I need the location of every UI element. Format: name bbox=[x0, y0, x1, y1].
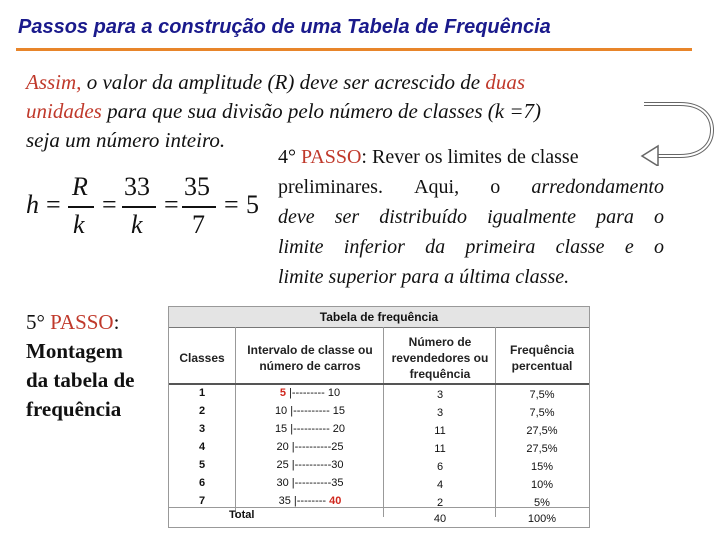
row-percent bbox=[497, 479, 587, 491]
interval-lower: 15 bbox=[274, 423, 288, 435]
interval-upper: 35 bbox=[331, 477, 344, 489]
intro-word-duas: duas bbox=[485, 70, 526, 94]
step4-word: ser bbox=[334, 206, 360, 228]
amplitude-formula bbox=[26, 172, 266, 242]
formula-35: 35 bbox=[184, 172, 210, 201]
formula-result: 5 bbox=[246, 190, 259, 219]
step4-word: limite bbox=[278, 236, 324, 258]
formula-h: h bbox=[26, 190, 39, 219]
row-frequency bbox=[385, 425, 495, 437]
header-classes: Classes bbox=[179, 351, 225, 365]
interval-upper: 10 bbox=[327, 387, 341, 399]
class-number: 6 bbox=[198, 477, 206, 489]
percent-value: 27,5% bbox=[526, 425, 558, 437]
step4-passo: PASSO bbox=[301, 146, 362, 168]
step4-word: para bbox=[596, 206, 634, 228]
interval-lower: 35 bbox=[278, 495, 291, 507]
step4-word: classe bbox=[555, 236, 605, 258]
row-interval bbox=[237, 477, 383, 489]
formula-eq-2: = bbox=[102, 190, 117, 219]
row-percent bbox=[497, 407, 587, 419]
row-class bbox=[169, 441, 235, 453]
frequency-value: 11 bbox=[434, 425, 446, 437]
class-number: 5 bbox=[198, 459, 206, 471]
formula-k-1: k bbox=[73, 210, 85, 239]
frequency-value: 3 bbox=[436, 407, 444, 419]
interval-lower: 30 bbox=[276, 477, 289, 489]
step5-prefix: 5° bbox=[26, 310, 51, 334]
interval-lower: 5 bbox=[279, 387, 286, 399]
row-percent bbox=[497, 425, 587, 437]
interval-upper: 30 bbox=[331, 459, 344, 471]
fraction-bar-3 bbox=[182, 206, 216, 208]
formula-7: 7 bbox=[192, 210, 205, 239]
title-underline bbox=[16, 48, 692, 51]
row-percent bbox=[497, 389, 587, 401]
fraction-bar-2 bbox=[122, 206, 156, 208]
step4-word: o bbox=[653, 206, 664, 228]
total-percent: 100% bbox=[527, 513, 557, 525]
formula-33: 33 bbox=[124, 172, 150, 201]
step4-prefix: 4° bbox=[278, 146, 301, 168]
step4-word: o bbox=[653, 236, 664, 258]
row-percent bbox=[497, 497, 587, 509]
header-intervalo: Intervalo de classe ou número de carros bbox=[247, 343, 373, 373]
class-number: 4 bbox=[198, 441, 206, 453]
row-class bbox=[169, 423, 235, 435]
step4-line-2 bbox=[278, 172, 664, 202]
interval-upper: 40 bbox=[329, 495, 342, 507]
total-frequency: 40 bbox=[433, 513, 447, 525]
row-class bbox=[169, 495, 235, 507]
row-interval bbox=[237, 405, 383, 417]
table-title: Tabela de frequência bbox=[169, 307, 589, 328]
step5-line-2: Montagem bbox=[26, 339, 123, 363]
intro-text-3: seja um número inteiro. bbox=[26, 128, 226, 152]
intro-text-2: para que sua divisão pelo número de classes (k =7) bbox=[101, 99, 541, 123]
row-interval bbox=[237, 387, 383, 399]
row-interval bbox=[237, 459, 383, 471]
frequency-value: 6 bbox=[436, 461, 444, 473]
step4-word: preliminares. bbox=[278, 176, 383, 198]
row-class bbox=[169, 459, 235, 471]
column-divider bbox=[235, 327, 236, 517]
step5-line-4: frequência bbox=[26, 397, 122, 421]
intro-word-assim: Assim, bbox=[26, 70, 82, 94]
row-percent bbox=[497, 443, 587, 455]
row-frequency bbox=[385, 389, 495, 401]
step4-rest: : Rever os limites de classe bbox=[361, 146, 579, 168]
frequency-value: 2 bbox=[436, 497, 444, 509]
formula-k-2: k bbox=[131, 210, 143, 239]
step4-word: primeira bbox=[465, 236, 536, 258]
step4-word: arredondamento bbox=[531, 176, 664, 198]
class-number: 7 bbox=[198, 495, 206, 507]
step4-line-3 bbox=[278, 202, 664, 232]
formula-r: R bbox=[72, 172, 88, 201]
interval-lower: 20 bbox=[276, 441, 289, 453]
step4-word: inferior bbox=[343, 236, 405, 258]
class-number: 1 bbox=[198, 387, 206, 399]
formula-eq-1: = bbox=[46, 190, 61, 219]
frequency-table bbox=[168, 306, 590, 528]
interval-upper: 15 bbox=[332, 405, 346, 417]
interval-upper: 25 bbox=[331, 441, 344, 453]
formula-eq-4: = bbox=[224, 190, 239, 219]
frequency-value: 3 bbox=[436, 389, 444, 401]
intro-word-unidades: unidades bbox=[26, 99, 102, 123]
class-number: 2 bbox=[198, 405, 206, 417]
row-interval bbox=[237, 441, 383, 453]
step4-word: distribuído bbox=[379, 206, 468, 228]
row-percent bbox=[497, 461, 587, 473]
step5-passo: PASSO bbox=[50, 310, 114, 334]
intro-text-1: o valor da amplitude (R) deve ser acrescido de bbox=[81, 70, 486, 94]
interval-upper: 20 bbox=[332, 423, 346, 435]
step5-line-3: da tabela de bbox=[26, 368, 135, 392]
interval-separator: |-------- bbox=[290, 495, 330, 507]
row-interval bbox=[237, 495, 383, 507]
interval-separator: |---------- bbox=[288, 441, 332, 453]
row-frequency bbox=[385, 479, 495, 491]
row-class bbox=[169, 405, 235, 417]
header-percentual: Frequência percentual bbox=[509, 343, 575, 373]
step4-word: deve bbox=[278, 206, 315, 228]
step4-word: e bbox=[624, 236, 634, 258]
step4-word: da bbox=[425, 236, 446, 258]
row-interval bbox=[237, 423, 383, 435]
interval-separator: |---------- bbox=[288, 477, 332, 489]
header-divider bbox=[169, 383, 589, 385]
formula-eq-3: = bbox=[164, 190, 179, 219]
percent-value: 27,5% bbox=[526, 443, 558, 455]
step4-line-1 bbox=[278, 142, 664, 172]
interval-separator: |---------- bbox=[288, 459, 332, 471]
interval-lower: 25 bbox=[276, 459, 289, 471]
interval-separator: |---------- bbox=[287, 423, 333, 435]
fraction-bar-1 bbox=[68, 206, 94, 208]
step4-line-4 bbox=[278, 232, 664, 262]
class-number: 3 bbox=[198, 423, 206, 435]
column-divider bbox=[495, 327, 496, 517]
percent-value: 5% bbox=[534, 497, 550, 509]
interval-separator: |---------- bbox=[287, 405, 333, 417]
percent-value: 10% bbox=[530, 479, 554, 491]
row-class bbox=[169, 477, 235, 489]
row-frequency bbox=[385, 407, 495, 419]
row-frequency bbox=[385, 461, 495, 473]
step4-word: Aqui, bbox=[414, 176, 460, 198]
step4-word: o bbox=[490, 176, 501, 198]
row-frequency bbox=[385, 443, 495, 455]
slide-title: Passos para a construção de uma Tabela de Frequência bbox=[18, 16, 551, 38]
frequency-value: 4 bbox=[436, 479, 444, 491]
total-label: Total bbox=[229, 509, 255, 521]
step5-colon: : bbox=[113, 310, 120, 334]
frequency-value: 11 bbox=[434, 443, 446, 455]
step-4-text bbox=[278, 142, 664, 292]
row-frequency bbox=[385, 497, 495, 509]
step4-word: igualmente bbox=[487, 206, 576, 228]
column-divider bbox=[383, 327, 384, 517]
interval-lower: 10 bbox=[274, 405, 288, 417]
interval-separator: |--------- bbox=[285, 387, 328, 399]
percent-value: 7,5% bbox=[529, 389, 555, 401]
percent-value: 7,5% bbox=[529, 407, 555, 419]
step-5-text bbox=[26, 308, 161, 424]
step4-line-5: limite superior para a última classe. bbox=[278, 266, 570, 288]
row-class bbox=[169, 387, 235, 399]
percent-value: 15% bbox=[530, 461, 554, 473]
header-revendedores: Número de revendedores ou frequência bbox=[391, 335, 489, 381]
